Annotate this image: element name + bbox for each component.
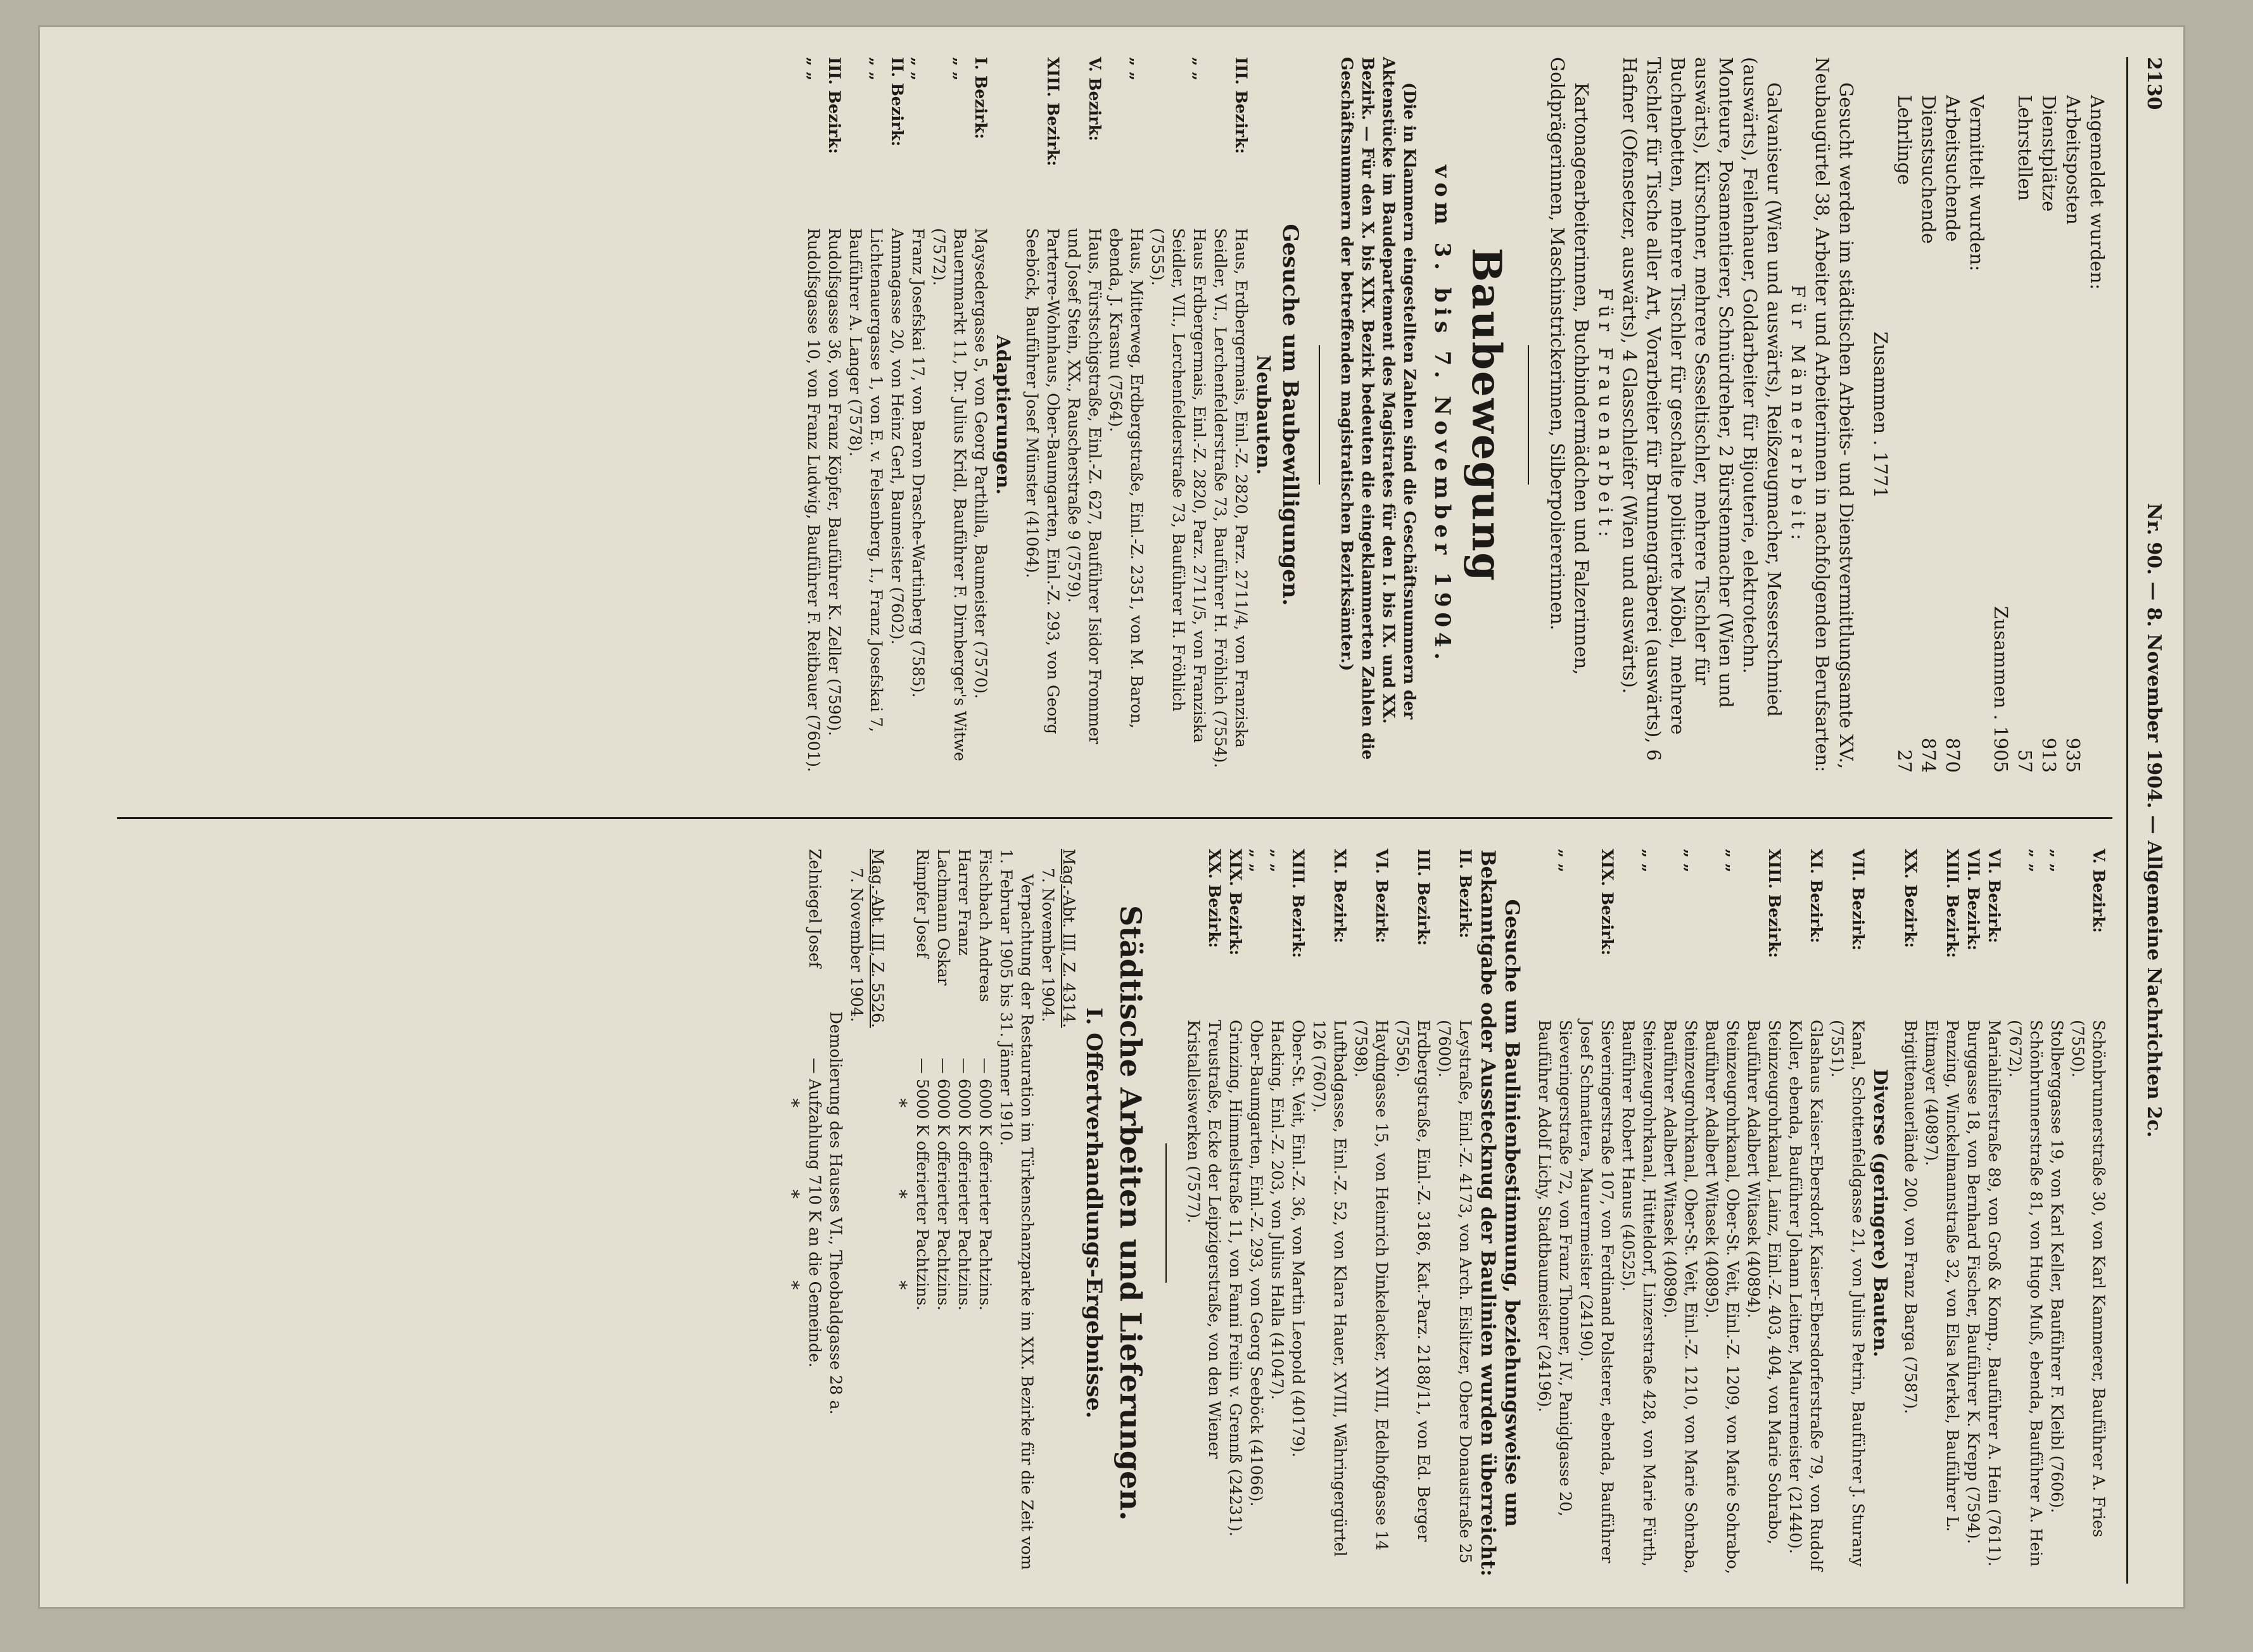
neubauten-list [1022, 57, 1252, 773]
baulinien-list [1183, 849, 1476, 1577]
district-label: „ „ [1247, 849, 1266, 873]
stat-value: 27 [1894, 749, 1915, 773]
vermittelt-label: Vermittelt wurden: [1966, 95, 1988, 272]
stat-row [1917, 57, 1941, 773]
listing-entry [2005, 849, 2047, 1577]
page-number: 2130 [2143, 57, 2165, 110]
entry-text: Steinzeugrohrkanal, Ober-St. Veit, Einl.-Z. 1209, von Marie Sohrabo, Bauführer Adalbert Witasek (40895). [1703, 1020, 1742, 1575]
right-column [780, 849, 2109, 1577]
listing-entry [2067, 849, 2109, 1577]
stat-label: Dienstplätze [2038, 95, 2060, 212]
entry-text: Sieveringerstraße 72, von Franz Thonner, IV., Paniglgasse 20, Bauführer Adolf Lichy, Stadtbaumeister (24196). [1535, 1020, 1575, 1517]
listing-entry [1701, 849, 1743, 1577]
stat-label: Dienstsuchende [1918, 95, 1939, 244]
district-label: II. Bezirk: [1456, 849, 1475, 939]
bidder-name: Fischbach Andreas [976, 849, 994, 1002]
demolierung-text: Demolierung des Hauses VI., Theobaldgasse 28 a. [827, 1011, 845, 1415]
entry-text: Brigittenauerlände 200, von Franz Barga (7587). [1901, 1020, 1920, 1414]
stars-1: * * * [889, 1098, 911, 1328]
entry-text: Grinzing, Himmelstraße 11, von Fanni Freiin v. Grennß (24231). [1226, 1020, 1245, 1537]
date-1: 7. November 1904. [1039, 868, 1057, 1022]
district-label: XIII. Bezirk: [1289, 849, 1307, 958]
bidder-name: Rimpfer Josef [913, 849, 932, 958]
district-label: V. Bezirk: [2090, 849, 2108, 933]
listing-entry [1022, 57, 1063, 773]
baubewegung-note: (Die in Klammern eingestellten Zahlen sind die Geschäftsnummern der Aktenstücke im Baudepartement des Magistrates für den I. bis IX. und XX. Bezirk. — Für den X. bis XIX. Bezirk bedeuten die eingeklammerten Zahlen die Geschäftsnummern der betreffenden magistratischen Bezirksämter.) [1338, 57, 1419, 760]
district-label: „ „ [804, 57, 823, 81]
district-label: „ „ [1682, 849, 1700, 873]
entry-text: Schönbrunnerstraße 30, von Karl Kammerer, Bauführer A. Fries (7550). [2069, 1020, 2108, 1537]
listing-entry [1267, 849, 1288, 1577]
district-label: XX. Bezirk: [1205, 849, 1224, 948]
stat-label: Lehrlinge [1894, 95, 1915, 185]
gesuche-title: Gesuche um Baubewilligungen. [1278, 224, 1303, 606]
district-label: XIII. Bezirk: [1765, 849, 1784, 958]
mag-abt-1: Mag.-Abt. III, Z. 4314. [1060, 849, 1078, 1028]
bidder-name: Zelniegel Josef [806, 849, 824, 968]
district-label: III. Bezirk: [1232, 57, 1250, 154]
baubewegung-dates: vom 3. bis 7. November 1904. [1430, 165, 1455, 665]
listing-entry [824, 57, 845, 773]
listing-entry [970, 57, 991, 773]
vermittelt-table [1893, 57, 1965, 773]
district-label: „ „ [1268, 849, 1286, 873]
listing-entry [1827, 849, 1869, 1577]
entry-text: Ober-Baumgarten, Einl.-Z. 293, von Georg Seeböck (41066). [1247, 1020, 1266, 1507]
district-label: „ „ [1556, 849, 1575, 873]
listing-entry [1063, 57, 1105, 773]
page-header [2126, 57, 2173, 1584]
baubewegung-title: Baubewegung [1463, 248, 1510, 582]
district-label: „ „ [1127, 57, 1146, 81]
district-label: III. Bezirk: [1414, 849, 1433, 946]
district-label: XI. Bezirk: [1807, 849, 1825, 943]
date-2: 7. November 1904. [847, 868, 866, 1022]
entry-text: Leystraße, Einl.-Z. 4173, von Arch. Eislitzer, Obere Donaustraße 25 (7600). [1435, 1020, 1475, 1564]
listing-entry [2047, 849, 2067, 1577]
angemeldet-table [2013, 57, 2085, 773]
listing-entry [1963, 849, 1984, 1577]
frauen-title: Für Frauenarbeit: [1595, 288, 1616, 542]
entry-text: Luftbadgasse, Einl.-Z. 52, von Klara Hauer, XVIII, Währingergürtel 126 (7607). [1310, 1020, 1349, 1557]
entry-text: Haus, Fürstschigstraße, Einl.-Z. 627, Bauführer Isidor Frommer und Josef Stein, XX., Rauscherstraße 9 (7579). [1065, 228, 1104, 744]
maenner-text: Galvaniseur (Wien und auswärts), Reißzeugmacher, Messerschmied (auswärts), Feilenhauer, Goldarbeiter für Bijouterie, elektrotechn. Monteure, Posamentierer, Schnürdreher, 2 Bürstenmacher (Wien und auswärts), Kürschner, mehrere Sesseltischler, mehrere Tischler für Buchenbetten, mehrere Tischler für geschalte politierte Möbel, mehrere Tischler für Tische aller Art, Vorarbeiter für Brunnengräberei (auswärts), 6 Hafner (Ofensetzer, auswärts), 4 Glasschleifer (Wien und auswärts). [1619, 57, 1785, 761]
mag-abt-2: Mag.-Abt. III, Z. 5526. [868, 849, 887, 1028]
listing-entry [1183, 849, 1225, 1577]
entry-text: Haus, Erdbergermais, Einl.-Z. 2820, Parz. 2711/4, von Franziska Seidler, VI., Lerchenfelderstraße 73, Bauführer H. Fröhlich (7554). [1211, 228, 1250, 768]
entry-text: Haydngasse 15, von Heinrich Dinkelacker, XVIII, Edelhofgasse 14 (7598). [1352, 1020, 1391, 1551]
district-label: „ „ [951, 57, 969, 81]
district-label: I. Bezirk: [972, 57, 990, 139]
stat-row [1893, 57, 1917, 773]
stat-value: 874 [1918, 737, 1939, 773]
entry-text: Schönbrunnerstraße 81, von Hugo Muß, ebenda, Bauführer A. Hein (7672). [2006, 1020, 2045, 1567]
listing-entry [1660, 849, 1701, 1577]
adaptierungen-continued-list [1900, 849, 2109, 1577]
district-label: VI. Bezirk: [1985, 849, 2003, 943]
listing-entry [1984, 849, 2005, 1577]
district-label: „ „ [1723, 849, 1742, 873]
divider [1528, 345, 1529, 485]
column-divider [117, 817, 2112, 819]
entry-text: Parterre-Wohnhaus, Ober-Baumgarten, Einl.-Z. 293, von Georg Seeböck, Bauführer Josef Münster (41064). [1023, 228, 1062, 734]
angemeldet-label: Angemeldet wurden: [2086, 95, 2108, 290]
district-label: XI. Bezirk: [1331, 849, 1349, 943]
district-label: „ „ [2048, 849, 2066, 873]
listing-entry [1392, 849, 1434, 1577]
bidder-detail: — 6000 K offerierter Pachtzins. [976, 1058, 994, 1311]
bidder-name: Harrer Franz [955, 849, 974, 956]
rotated-page [95, 57, 2173, 1584]
listing-entry [1288, 849, 1309, 1577]
stat-value: 913 [2038, 737, 2060, 773]
adaptierungen-title: Adaptierungen. [993, 334, 1014, 495]
maenner-title: Für Männerarbeit: [1787, 284, 1809, 545]
entry-text: Stolberggasse 19, von Karl Keller, Bauführer F. Kleibl (7606). [2048, 1020, 2066, 1513]
listing-entry [1246, 849, 1267, 1577]
district-label: „ „ [1190, 57, 1209, 81]
diverse-title: Diverse (geringere) Bauten. [1870, 1069, 1891, 1357]
offert-title: I. Offertverhandlungs-Ergebnisse. [1081, 1007, 1107, 1419]
listing-entry [1576, 849, 1618, 1577]
listing-entry [1900, 849, 1921, 1577]
entry-text: Lichtenauergasse 1, von E. v. Felsenberg, I., Franz Josefskai 7, Bauführer A. Langer (7578). [846, 228, 885, 732]
stat-row [2061, 57, 2085, 773]
district-label: II. Bezirk: [888, 57, 906, 147]
left-column [803, 57, 2109, 773]
bidder-detail: — 6000 K offerierter Pachtzins. [934, 1058, 953, 1311]
stat-label: Lehrstellen [2014, 95, 2036, 201]
listing-entry [887, 57, 908, 773]
district-label: XIII. Bezirk: [1044, 57, 1062, 167]
district-label: „ „ [1640, 849, 1658, 873]
entry-text: Burggasse 18, von Bernhard Fischer, Bauführer K. Krepp (7594). [1964, 1020, 1983, 1544]
district-label: V. Bezirk: [1086, 57, 1104, 141]
listing-entry [1534, 849, 1576, 1577]
page-title: Nr. 90. — 8. November 1904. — Allgemeine Nachrichten 2c. [2143, 503, 2165, 1138]
entry-text: Erdbergstraße, Einl.-Z. 3186, Kat.-Parz. 2188/11, von Ed. Berger (7556). [1393, 1020, 1433, 1542]
diverse-list [1534, 849, 1869, 1577]
entry-text: Maysedergasse 5, von Georg Parthilla, Baumeister (7570). [972, 228, 990, 699]
bidder-detail: — 6000 K offerierter Pachtzins. [955, 1058, 974, 1311]
offer-row [954, 849, 975, 1577]
stars-2: * * * [782, 1098, 803, 1328]
listing-entry [1785, 849, 1827, 1577]
entry-text: Steinzeugrohrkanal, Ober-St. Veit, Einl.-Z. 1210, von Marie Sohraba, Bauführer Adalbert Witasek (40896). [1661, 1020, 1700, 1574]
stat-label: Arbeitsposten [2062, 95, 2084, 225]
district-label: XIX. Bezirk: [1598, 849, 1616, 956]
bidder-detail: — Aufzahlung 710 K an die Gemeinde. [806, 1058, 824, 1368]
listing-entry [1350, 849, 1392, 1577]
vermittelt-total: Zusammen . 1771 [1870, 331, 1891, 499]
district-label: VII. Bezirk: [1964, 849, 1983, 951]
listing-entry [1147, 57, 1210, 773]
district-label: VI. Bezirk: [1373, 849, 1391, 943]
bidder-name: Lachmann Oskar [934, 849, 953, 986]
district-label: „ „ [867, 57, 885, 81]
entry-text: Ammagasse 20, von Heinz Gerl, Baumeister (7602). [888, 228, 906, 645]
district-label: XIII. Bezirk: [1943, 849, 1962, 958]
entry-text: Ober-St. Veit, Einl.-Z. 36, von Martin Leopold (40179). [1289, 1020, 1307, 1458]
district-label: III. Bezirk: [825, 57, 844, 154]
listing-entry [1618, 849, 1660, 1577]
stat-row [2037, 57, 2061, 773]
listing-entry [803, 57, 824, 773]
offer-row [975, 849, 996, 1577]
district-label: „ „ [909, 57, 927, 81]
frauen-text: Kartonagearbeiterinnen, Buchbindermädchen und Falzerinnen, Goldprägerinnen, Maschinstrickerinnen, Silberpoliererinnen. [1547, 57, 1592, 675]
entry-text: Haus, Mitterweg, Erdbergstraße, Einl.-Z. 2351, von M. Baron, ebenda, J. Krasnu (7564). [1107, 228, 1146, 729]
listing-entry [1105, 57, 1147, 773]
stat-row [1941, 57, 1965, 773]
district-label: XIX. Bezirk: [1226, 849, 1245, 956]
entry-text: Sieveringerstraße 107, von Ferdinand Polsterer, ebenda, Bauführer Josef Schmattera, Maurermeister (24190). [1577, 1020, 1616, 1563]
entry-text: Mariahilferstraße 89, von Groß & Komp., Bauführer A. Hein (7611). [1985, 1020, 2003, 1567]
listing-entry [1309, 849, 1350, 1577]
angemeldet-total: Zusammen . 1905 [1990, 606, 2012, 773]
stat-label: Arbeitsuchende [1942, 95, 1964, 242]
staedtische-title: Städtische Arbeiten und Lieferungen. [1114, 905, 1148, 1521]
entry-text: Rudolfsgasse 10, von Franz Ludwig, Bauführer F. Reitbauer (7601). [804, 228, 823, 772]
baulinien-title: Gesuche um Baulinienbestimmung, beziehungsweise um Bekanntgabe oder Ausstecknug der Baulinien wurden überreicht: [1476, 849, 1523, 1577]
entry-text: Penzing, Winckelmannstraße 32, von Elsa Merkel, Bauführer L. Eitmayer (40897). [1922, 1020, 1962, 1532]
entry-text: Hacking, Einl.-Z. 203, von Julius Halla (41047). [1268, 1020, 1286, 1400]
divider [1319, 345, 1320, 485]
offer-row [912, 849, 933, 1577]
entry-text: Haus Erdbergermais, Einl.-Z. 2820, Parz. 2711/5, von Franziska Seidler, VII., Lerchenfelderstraße 73, Bauführer H. Fröhlich (7555). [1148, 228, 1209, 743]
district-label: „ „ [2027, 849, 2045, 873]
offer-row [933, 849, 954, 1577]
offers-list [912, 849, 996, 1577]
entry-text: Steinzeugrohrkanal, Hütteldorf, Linzerstraße 428, von Marie Fürth, Bauführer Robert Hanus (40525). [1619, 1020, 1658, 1567]
listing-entry [1210, 57, 1252, 773]
entry-text: Rudolfsgasse 36, von Franz Köpfer, Bauführer K. Zeller (7590). [825, 228, 844, 736]
entry-text: Glashaus Kaiser-Ebersdorf, Kaiser-Ebersdorferstraße 79, von Rudolf Koller, ebenda, Bauführer Johann Leitner, Maurermeister (21440). [1786, 1020, 1825, 1572]
listing-entry [908, 57, 929, 773]
listing-entry [1434, 849, 1476, 1577]
adaptierungen-list [803, 57, 991, 773]
stat-value: 870 [1942, 737, 1964, 773]
neubauten-title: Neubauten. [1253, 355, 1274, 475]
entry-text: Steinzeugrohrkanal, Lainz, Einl.-Z. 403, 404, von Marie Sohrabo, Bauführer Adalbert Witasek (40894). [1744, 1020, 1784, 1545]
gesucht-intro: Gesucht werden im städtischen Arbeits- und Dienstvermittlungsamte XV., Neubaugürtel 38, Arbeiter und Arbeiterinnen in nachfolgenden Berufsarten: [1812, 57, 1857, 773]
listing-entry [1743, 849, 1785, 1577]
divider [1165, 1143, 1167, 1283]
listing-entry [929, 57, 970, 773]
stat-value: 57 [2014, 749, 2036, 773]
listing-entry [845, 57, 887, 773]
verpachtung-text: Verpachtung der Restauration im Türkenschanzparke im XIX. Bezirke für die Zeit vom 1. Februar 1905 bis 31. Jänner 1910. [997, 849, 1036, 1570]
entry-text: Bauernmarkt 11, Dr. Julius Kridl, Bauführer F. Dirnberger's Witwe (7572). [930, 228, 969, 761]
district-label: XX. Bezirk: [1901, 849, 1920, 948]
entry-text: Franz Josefskai 17, von Baron Drasche-Wartinberg (7585). [909, 228, 927, 698]
entry-text: Treustraße, Ecke der Leipzigerstraße, von den Wiener Kristalleiswerken (7577). [1184, 1020, 1224, 1459]
district-label: VII. Bezirk: [1849, 849, 1867, 951]
bidder-detail: — 5000 K offerierter Pachtzins. [913, 1058, 932, 1311]
entry-text: Kanal, Schottenfeldgasse 21, von Julius Petrin, Bauführer J. Sturany (7551). [1828, 1020, 1867, 1567]
stat-value: 935 [2062, 737, 2084, 773]
listing-entry [1921, 849, 1963, 1577]
stat-row [2013, 57, 2037, 773]
zelniegel-row [804, 849, 825, 1577]
listing-entry [1225, 849, 1246, 1577]
